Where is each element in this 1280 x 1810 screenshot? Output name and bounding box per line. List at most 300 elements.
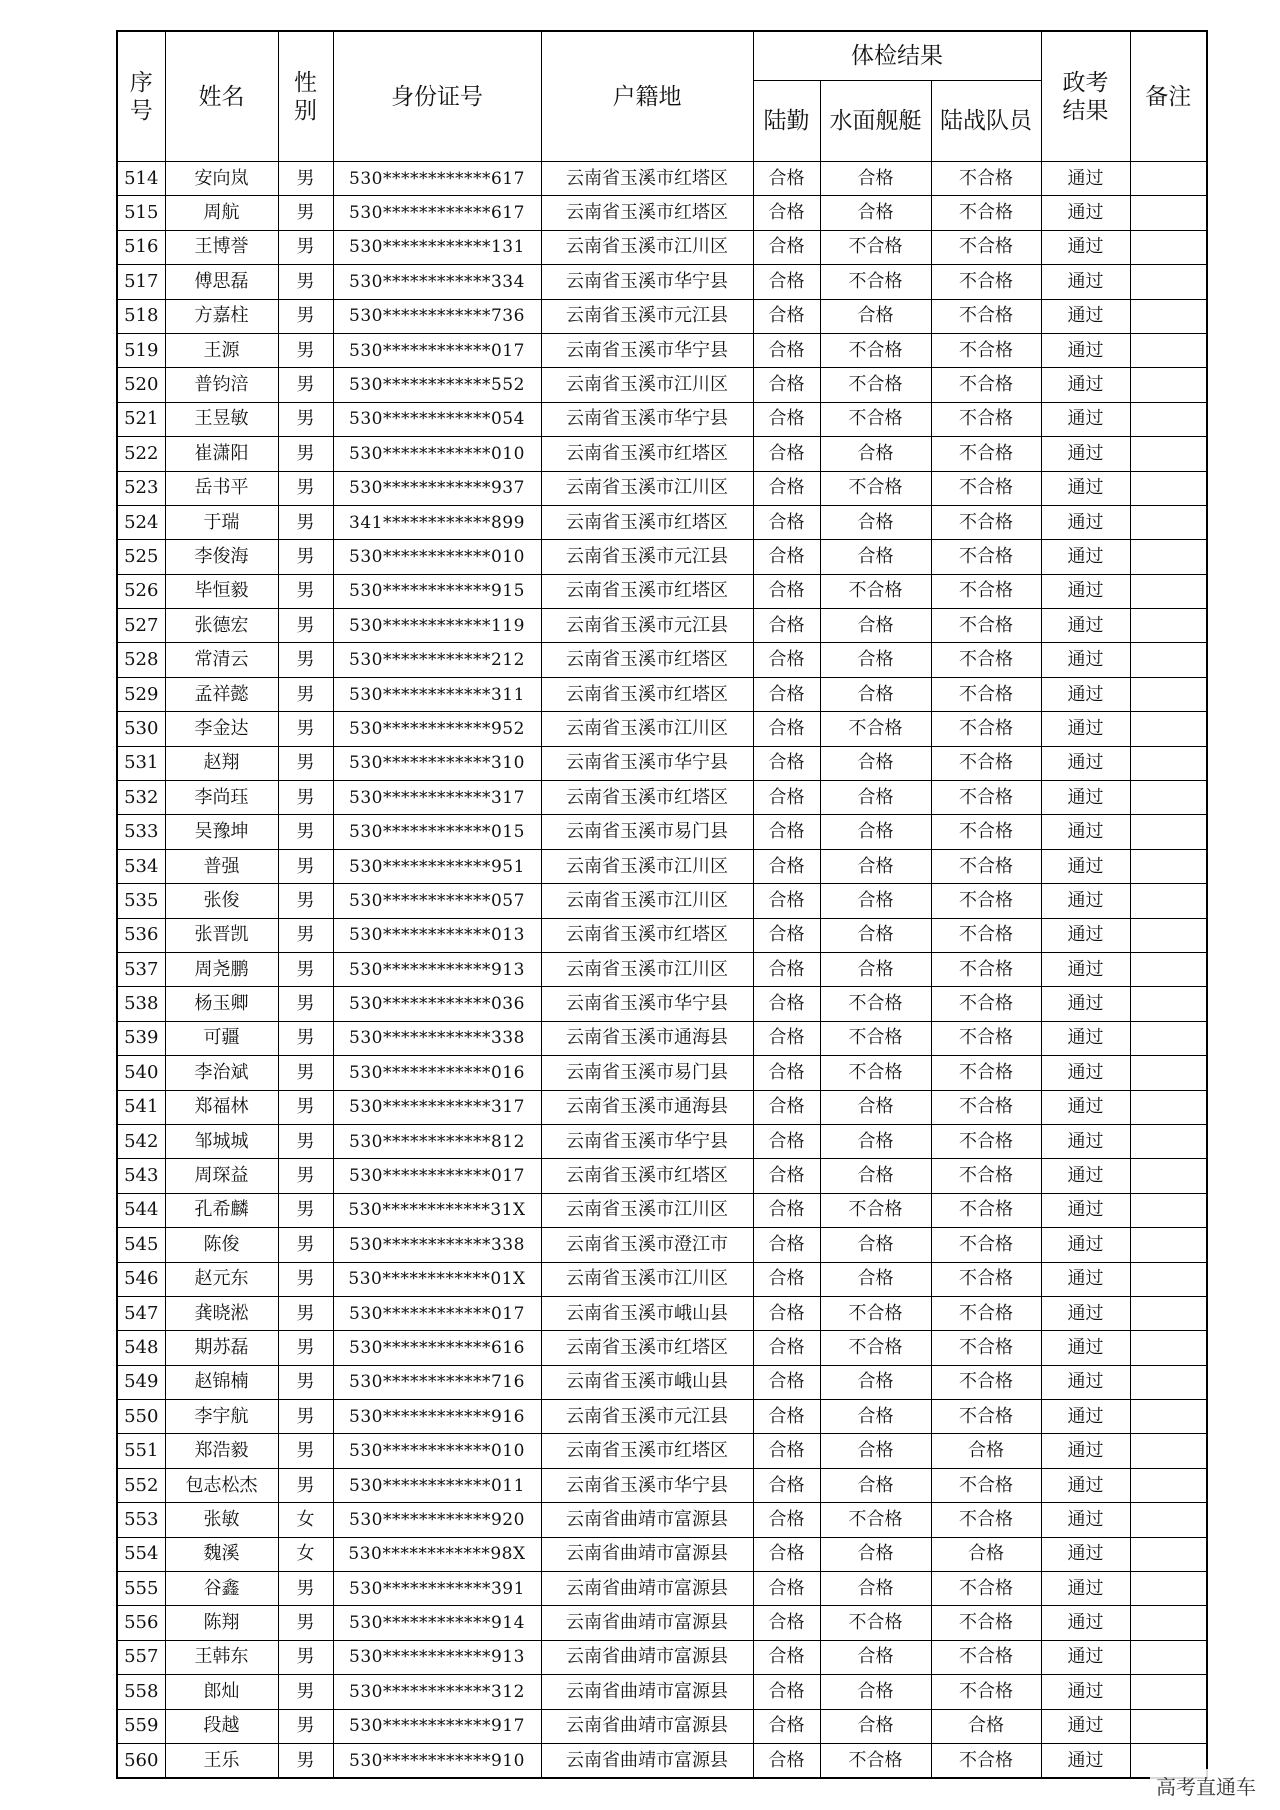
- table-row: [117, 1743, 1207, 1778]
- cell-land: 合格: [753, 1296, 820, 1330]
- cell-political: 通过: [1041, 1400, 1130, 1434]
- cell-id: 530************010: [333, 1434, 541, 1468]
- cell-land: 合格: [753, 1709, 820, 1743]
- cell-gender: 男: [278, 677, 333, 711]
- cell-marine: 不合格: [931, 1743, 1041, 1778]
- cell-land: 合格: [753, 333, 820, 367]
- cell-land: 合格: [753, 712, 820, 746]
- cell-remark: [1130, 677, 1207, 711]
- cell-marine: 不合格: [931, 987, 1041, 1021]
- cell-gender: 男: [278, 1365, 333, 1399]
- cell-marine: 不合格: [931, 781, 1041, 815]
- cell-remark: [1130, 162, 1207, 196]
- cell-no: 518: [117, 299, 165, 333]
- cell-political: 通过: [1041, 1503, 1130, 1537]
- cell-name: 赵翔: [165, 746, 278, 780]
- cell-name: 邹城城: [165, 1124, 278, 1158]
- cell-id: 530************01X: [333, 1262, 541, 1296]
- cell-gender: 男: [278, 1296, 333, 1330]
- cell-land: 合格: [753, 1124, 820, 1158]
- cell-gender: 男: [278, 815, 333, 849]
- cell-no: 535: [117, 884, 165, 918]
- cell-remark: [1130, 1537, 1207, 1571]
- cell-gender: 男: [278, 643, 333, 677]
- table-row: [117, 815, 1207, 849]
- cell-gender: 男: [278, 1331, 333, 1365]
- cell-no: 534: [117, 849, 165, 883]
- cell-id: 530************036: [333, 987, 541, 1021]
- cell-gender: 男: [278, 712, 333, 746]
- cell-no: 521: [117, 402, 165, 436]
- table-row: [117, 402, 1207, 436]
- cell-remark: [1130, 1228, 1207, 1262]
- cell-name: 张德宏: [165, 609, 278, 643]
- cell-surface: 合格: [820, 1537, 931, 1571]
- cell-political: 通过: [1041, 1331, 1130, 1365]
- cell-no: 527: [117, 609, 165, 643]
- header-hukou: 户籍地: [541, 31, 753, 162]
- cell-remark: [1130, 1640, 1207, 1674]
- cell-name: 魏溪: [165, 1537, 278, 1571]
- cell-political: 通过: [1041, 333, 1130, 367]
- cell-political: 通过: [1041, 1365, 1130, 1399]
- table-row: [117, 1331, 1207, 1365]
- cell-hukou: 云南省玉溪市江川区: [541, 230, 753, 264]
- cell-hukou: 云南省玉溪市红塔区: [541, 1434, 753, 1468]
- cell-land: 合格: [753, 368, 820, 402]
- cell-name: 可疆: [165, 1021, 278, 1055]
- cell-no: 531: [117, 746, 165, 780]
- cell-surface: 不合格: [820, 265, 931, 299]
- cell-remark: [1130, 609, 1207, 643]
- cell-land: 合格: [753, 437, 820, 471]
- table-row: [117, 677, 1207, 711]
- cell-id: 530************31X: [333, 1193, 541, 1227]
- cell-political: 通过: [1041, 196, 1130, 230]
- cell-land: 合格: [753, 540, 820, 574]
- cell-name: 张晋凯: [165, 918, 278, 952]
- cell-political: 通过: [1041, 1468, 1130, 1502]
- cell-marine: 不合格: [931, 196, 1041, 230]
- cell-surface: 不合格: [820, 712, 931, 746]
- cell-surface: 合格: [820, 1468, 931, 1502]
- cell-id: 530************317: [333, 1090, 541, 1124]
- cell-id: 530************98X: [333, 1537, 541, 1571]
- table-row: [117, 162, 1207, 196]
- cell-hukou: 云南省玉溪市元江县: [541, 1400, 753, 1434]
- cell-marine: 不合格: [931, 402, 1041, 436]
- cell-name: 傅思磊: [165, 265, 278, 299]
- cell-surface: 不合格: [820, 1331, 931, 1365]
- cell-gender: 男: [278, 471, 333, 505]
- cell-remark: [1130, 1331, 1207, 1365]
- cell-no: 545: [117, 1228, 165, 1262]
- cell-gender: 男: [278, 609, 333, 643]
- table-row: [117, 1090, 1207, 1124]
- cell-no: 559: [117, 1709, 165, 1743]
- cell-gender: 男: [278, 1400, 333, 1434]
- cell-land: 合格: [753, 299, 820, 333]
- header-no: [117, 31, 165, 162]
- cell-marine: 不合格: [931, 1124, 1041, 1158]
- cell-name: 王源: [165, 333, 278, 367]
- cell-surface: 合格: [820, 1434, 931, 1468]
- cell-marine: 不合格: [931, 884, 1041, 918]
- cell-no: 546: [117, 1262, 165, 1296]
- cell-id: 530************131: [333, 230, 541, 264]
- header-id: 身份证号: [333, 31, 541, 162]
- cell-surface: 不合格: [820, 1021, 931, 1055]
- cell-land: 合格: [753, 1262, 820, 1296]
- cell-remark: [1130, 952, 1207, 986]
- cell-hukou: 云南省曲靖市富源县: [541, 1606, 753, 1640]
- cell-political: 通过: [1041, 1675, 1130, 1709]
- cell-id: 530************057: [333, 884, 541, 918]
- cell-name: 王昱敏: [165, 402, 278, 436]
- cell-gender: 男: [278, 1021, 333, 1055]
- cell-political: 通过: [1041, 1537, 1130, 1571]
- cell-political: 通过: [1041, 987, 1130, 1021]
- table-row: [117, 918, 1207, 952]
- cell-marine: 不合格: [931, 1159, 1041, 1193]
- cell-hukou: 云南省曲靖市富源县: [541, 1640, 753, 1674]
- cell-land: 合格: [753, 1331, 820, 1365]
- cell-surface: 不合格: [820, 1743, 931, 1778]
- cell-remark: [1130, 471, 1207, 505]
- table-row: [117, 1434, 1207, 1468]
- cell-hukou: 云南省曲靖市富源县: [541, 1572, 753, 1606]
- cell-land: 合格: [753, 1434, 820, 1468]
- cell-surface: 不合格: [820, 1193, 931, 1227]
- table-header: [117, 31, 1207, 162]
- cell-id: 530************914: [333, 1606, 541, 1640]
- cell-hukou: 云南省玉溪市红塔区: [541, 1331, 753, 1365]
- table-row: [117, 574, 1207, 608]
- header-no-label: 序号: [129, 69, 153, 124]
- cell-surface: 合格: [820, 1675, 931, 1709]
- cell-surface: 不合格: [820, 368, 931, 402]
- cell-gender: 男: [278, 368, 333, 402]
- cell-remark: [1130, 437, 1207, 471]
- cell-gender: 男: [278, 1606, 333, 1640]
- cell-marine: 不合格: [931, 1675, 1041, 1709]
- cell-surface: 合格: [820, 952, 931, 986]
- cell-gender: 男: [278, 987, 333, 1021]
- table-row: [117, 712, 1207, 746]
- cell-remark: [1130, 987, 1207, 1021]
- cell-remark: [1130, 1675, 1207, 1709]
- cell-land: 合格: [753, 574, 820, 608]
- cell-remark: [1130, 540, 1207, 574]
- cell-land: 合格: [753, 1365, 820, 1399]
- table-row: [117, 1193, 1207, 1227]
- table-row: [117, 505, 1207, 539]
- cell-name: 龚晓淞: [165, 1296, 278, 1330]
- cell-political: 通过: [1041, 1193, 1130, 1227]
- cell-land: 合格: [753, 1090, 820, 1124]
- cell-no: 522: [117, 437, 165, 471]
- cell-surface: 合格: [820, 1640, 931, 1674]
- cell-marine: 不合格: [931, 918, 1041, 952]
- table-row: [117, 196, 1207, 230]
- cell-surface: 合格: [820, 849, 931, 883]
- cell-no: 529: [117, 677, 165, 711]
- cell-id: 530************391: [333, 1572, 541, 1606]
- cell-remark: [1130, 643, 1207, 677]
- cell-name: 普强: [165, 849, 278, 883]
- cell-political: 通过: [1041, 299, 1130, 333]
- header-physical-group: 体检结果: [753, 31, 1041, 81]
- cell-land: 合格: [753, 402, 820, 436]
- cell-name: 郑浩毅: [165, 1434, 278, 1468]
- cell-hukou: 云南省玉溪市元江县: [541, 299, 753, 333]
- cell-no: 541: [117, 1090, 165, 1124]
- cell-marine: 不合格: [931, 574, 1041, 608]
- cell-marine: 不合格: [931, 471, 1041, 505]
- cell-id: 530************010: [333, 540, 541, 574]
- cell-no: 553: [117, 1503, 165, 1537]
- cell-gender: 男: [278, 1434, 333, 1468]
- cell-remark: [1130, 1365, 1207, 1399]
- table-row: [117, 1124, 1207, 1158]
- cell-hukou: 云南省曲靖市富源县: [541, 1743, 753, 1778]
- cell-remark: [1130, 1056, 1207, 1090]
- cell-gender: 男: [278, 437, 333, 471]
- cell-name: 李尚珏: [165, 781, 278, 815]
- cell-no: 537: [117, 952, 165, 986]
- cell-id: 530************915: [333, 574, 541, 608]
- cell-name: 段越: [165, 1709, 278, 1743]
- cell-no: 530: [117, 712, 165, 746]
- header-marine: 陆战队员: [931, 81, 1041, 162]
- cell-hukou: 云南省玉溪市江川区: [541, 1193, 753, 1227]
- cell-surface: 不合格: [820, 230, 931, 264]
- cell-id: 530************913: [333, 1640, 541, 1674]
- cell-surface: 不合格: [820, 1503, 931, 1537]
- cell-gender: 男: [278, 746, 333, 780]
- cell-remark: [1130, 1434, 1207, 1468]
- cell-political: 通过: [1041, 402, 1130, 436]
- cell-political: 通过: [1041, 952, 1130, 986]
- table-row: [117, 1675, 1207, 1709]
- cell-name: 方嘉柱: [165, 299, 278, 333]
- cell-political: 通过: [1041, 643, 1130, 677]
- cell-land: 合格: [753, 1400, 820, 1434]
- cell-no: 550: [117, 1400, 165, 1434]
- cell-land: 合格: [753, 1537, 820, 1571]
- cell-remark: [1130, 1262, 1207, 1296]
- cell-id: 530************952: [333, 712, 541, 746]
- table-row: [117, 781, 1207, 815]
- cell-id: 530************617: [333, 162, 541, 196]
- cell-id: 530************212: [333, 643, 541, 677]
- cell-political: 通过: [1041, 815, 1130, 849]
- cell-id: 530************736: [333, 299, 541, 333]
- cell-land: 合格: [753, 1503, 820, 1537]
- cell-political: 通过: [1041, 918, 1130, 952]
- cell-marine: 不合格: [931, 368, 1041, 402]
- cell-id: 530************017: [333, 1159, 541, 1193]
- table-row: [117, 952, 1207, 986]
- table-row: [117, 1572, 1207, 1606]
- cell-surface: 不合格: [820, 402, 931, 436]
- cell-no: 554: [117, 1537, 165, 1571]
- cell-hukou: 云南省玉溪市华宁县: [541, 1468, 753, 1502]
- cell-id: 530************617: [333, 196, 541, 230]
- cell-hukou: 云南省玉溪市峨山县: [541, 1365, 753, 1399]
- cell-gender: 男: [278, 505, 333, 539]
- table-row: [117, 643, 1207, 677]
- cell-name: 常清云: [165, 643, 278, 677]
- cell-remark: [1130, 333, 1207, 367]
- cell-id: 530************310: [333, 746, 541, 780]
- cell-hukou: 云南省玉溪市元江县: [541, 609, 753, 643]
- cell-no: 517: [117, 265, 165, 299]
- cell-name: 郎灿: [165, 1675, 278, 1709]
- cell-hukou: 云南省玉溪市江川区: [541, 712, 753, 746]
- cell-name: 谷鑫: [165, 1572, 278, 1606]
- cell-hukou: 云南省玉溪市峨山县: [541, 1296, 753, 1330]
- cell-no: 528: [117, 643, 165, 677]
- cell-hukou: 云南省玉溪市华宁县: [541, 265, 753, 299]
- cell-gender: 女: [278, 1503, 333, 1537]
- cell-name: 陈翔: [165, 1606, 278, 1640]
- cell-political: 通过: [1041, 230, 1130, 264]
- cell-land: 合格: [753, 1743, 820, 1778]
- table-row: [117, 1056, 1207, 1090]
- cell-political: 通过: [1041, 1228, 1130, 1262]
- cell-surface: 不合格: [820, 471, 931, 505]
- cell-gender: 男: [278, 1262, 333, 1296]
- cell-no: 556: [117, 1606, 165, 1640]
- cell-gender: 男: [278, 1572, 333, 1606]
- cell-hukou: 云南省玉溪市华宁县: [541, 987, 753, 1021]
- cell-gender: 男: [278, 1124, 333, 1158]
- cell-hukou: 云南省玉溪市红塔区: [541, 781, 753, 815]
- cell-remark: [1130, 884, 1207, 918]
- cell-remark: [1130, 1193, 1207, 1227]
- cell-political: 通过: [1041, 368, 1130, 402]
- cell-surface: 合格: [820, 505, 931, 539]
- cell-surface: 合格: [820, 1365, 931, 1399]
- cell-id: 530************552: [333, 368, 541, 402]
- cell-political: 通过: [1041, 265, 1130, 299]
- cell-land: 合格: [753, 849, 820, 883]
- cell-surface: 合格: [820, 781, 931, 815]
- table-row: [117, 230, 1207, 264]
- cell-marine: 不合格: [931, 815, 1041, 849]
- cell-surface: 合格: [820, 643, 931, 677]
- cell-remark: [1130, 265, 1207, 299]
- cell-surface: 合格: [820, 1262, 931, 1296]
- cell-hukou: 云南省玉溪市通海县: [541, 1090, 753, 1124]
- cell-name: 张敏: [165, 1503, 278, 1537]
- cell-gender: 男: [278, 1193, 333, 1227]
- header-gender-label: 性别: [293, 69, 317, 124]
- cell-hukou: 云南省玉溪市华宁县: [541, 333, 753, 367]
- cell-remark: [1130, 1159, 1207, 1193]
- cell-no: 514: [117, 162, 165, 196]
- cell-gender: 男: [278, 1675, 333, 1709]
- cell-gender: 男: [278, 265, 333, 299]
- cell-political: 通过: [1041, 1640, 1130, 1674]
- cell-land: 合格: [753, 162, 820, 196]
- cell-marine: 不合格: [931, 1228, 1041, 1262]
- table-row: [117, 1503, 1207, 1537]
- cell-name: 吴豫坤: [165, 815, 278, 849]
- cell-land: 合格: [753, 952, 820, 986]
- cell-remark: [1130, 1503, 1207, 1537]
- table-row: [117, 849, 1207, 883]
- cell-no: 547: [117, 1296, 165, 1330]
- cell-political: 通过: [1041, 1262, 1130, 1296]
- cell-land: 合格: [753, 918, 820, 952]
- cell-hukou: 云南省玉溪市红塔区: [541, 643, 753, 677]
- cell-hukou: 云南省玉溪市江川区: [541, 368, 753, 402]
- cell-gender: 男: [278, 1090, 333, 1124]
- cell-gender: 男: [278, 299, 333, 333]
- cell-no: 560: [117, 1743, 165, 1778]
- cell-hukou: 云南省曲靖市富源县: [541, 1537, 753, 1571]
- cell-hukou: 云南省玉溪市红塔区: [541, 574, 753, 608]
- cell-land: 合格: [753, 1468, 820, 1502]
- cell-hukou: 云南省玉溪市红塔区: [541, 918, 753, 952]
- cell-hukou: 云南省玉溪市华宁县: [541, 1124, 753, 1158]
- cell-marine: 不合格: [931, 162, 1041, 196]
- cell-no: 526: [117, 574, 165, 608]
- cell-id: 530************916: [333, 1400, 541, 1434]
- cell-no: 515: [117, 196, 165, 230]
- cell-id: 530************910: [333, 1743, 541, 1778]
- cell-remark: [1130, 712, 1207, 746]
- cell-name: 包志松杰: [165, 1468, 278, 1502]
- table-row: [117, 1365, 1207, 1399]
- cell-remark: [1130, 1021, 1207, 1055]
- cell-marine: 合格: [931, 1709, 1041, 1743]
- cell-land: 合格: [753, 196, 820, 230]
- cell-hukou: 云南省玉溪市易门县: [541, 1056, 753, 1090]
- cell-political: 通过: [1041, 1021, 1130, 1055]
- cell-surface: 合格: [820, 677, 931, 711]
- cell-marine: 不合格: [931, 712, 1041, 746]
- cell-surface: 合格: [820, 815, 931, 849]
- cell-remark: [1130, 505, 1207, 539]
- cell-no: 539: [117, 1021, 165, 1055]
- cell-political: 通过: [1041, 574, 1130, 608]
- cell-hukou: 云南省玉溪市红塔区: [541, 677, 753, 711]
- cell-marine: 不合格: [931, 952, 1041, 986]
- cell-land: 合格: [753, 781, 820, 815]
- cell-name: 王博誉: [165, 230, 278, 264]
- cell-remark: [1130, 781, 1207, 815]
- table-row: [117, 368, 1207, 402]
- cell-marine: 不合格: [931, 1056, 1041, 1090]
- cell-no: 544: [117, 1193, 165, 1227]
- cell-no: 540: [117, 1056, 165, 1090]
- cell-remark: [1130, 1296, 1207, 1330]
- table-body: [117, 162, 1207, 1779]
- cell-marine: 不合格: [931, 1503, 1041, 1537]
- cell-political: 通过: [1041, 1159, 1130, 1193]
- cell-gender: 男: [278, 884, 333, 918]
- table-row: [117, 1296, 1207, 1330]
- cell-political: 通过: [1041, 849, 1130, 883]
- cell-political: 通过: [1041, 1090, 1130, 1124]
- cell-name: 李俊海: [165, 540, 278, 574]
- table-row: [117, 265, 1207, 299]
- header-land: 陆勤: [753, 81, 820, 162]
- cell-political: 通过: [1041, 609, 1130, 643]
